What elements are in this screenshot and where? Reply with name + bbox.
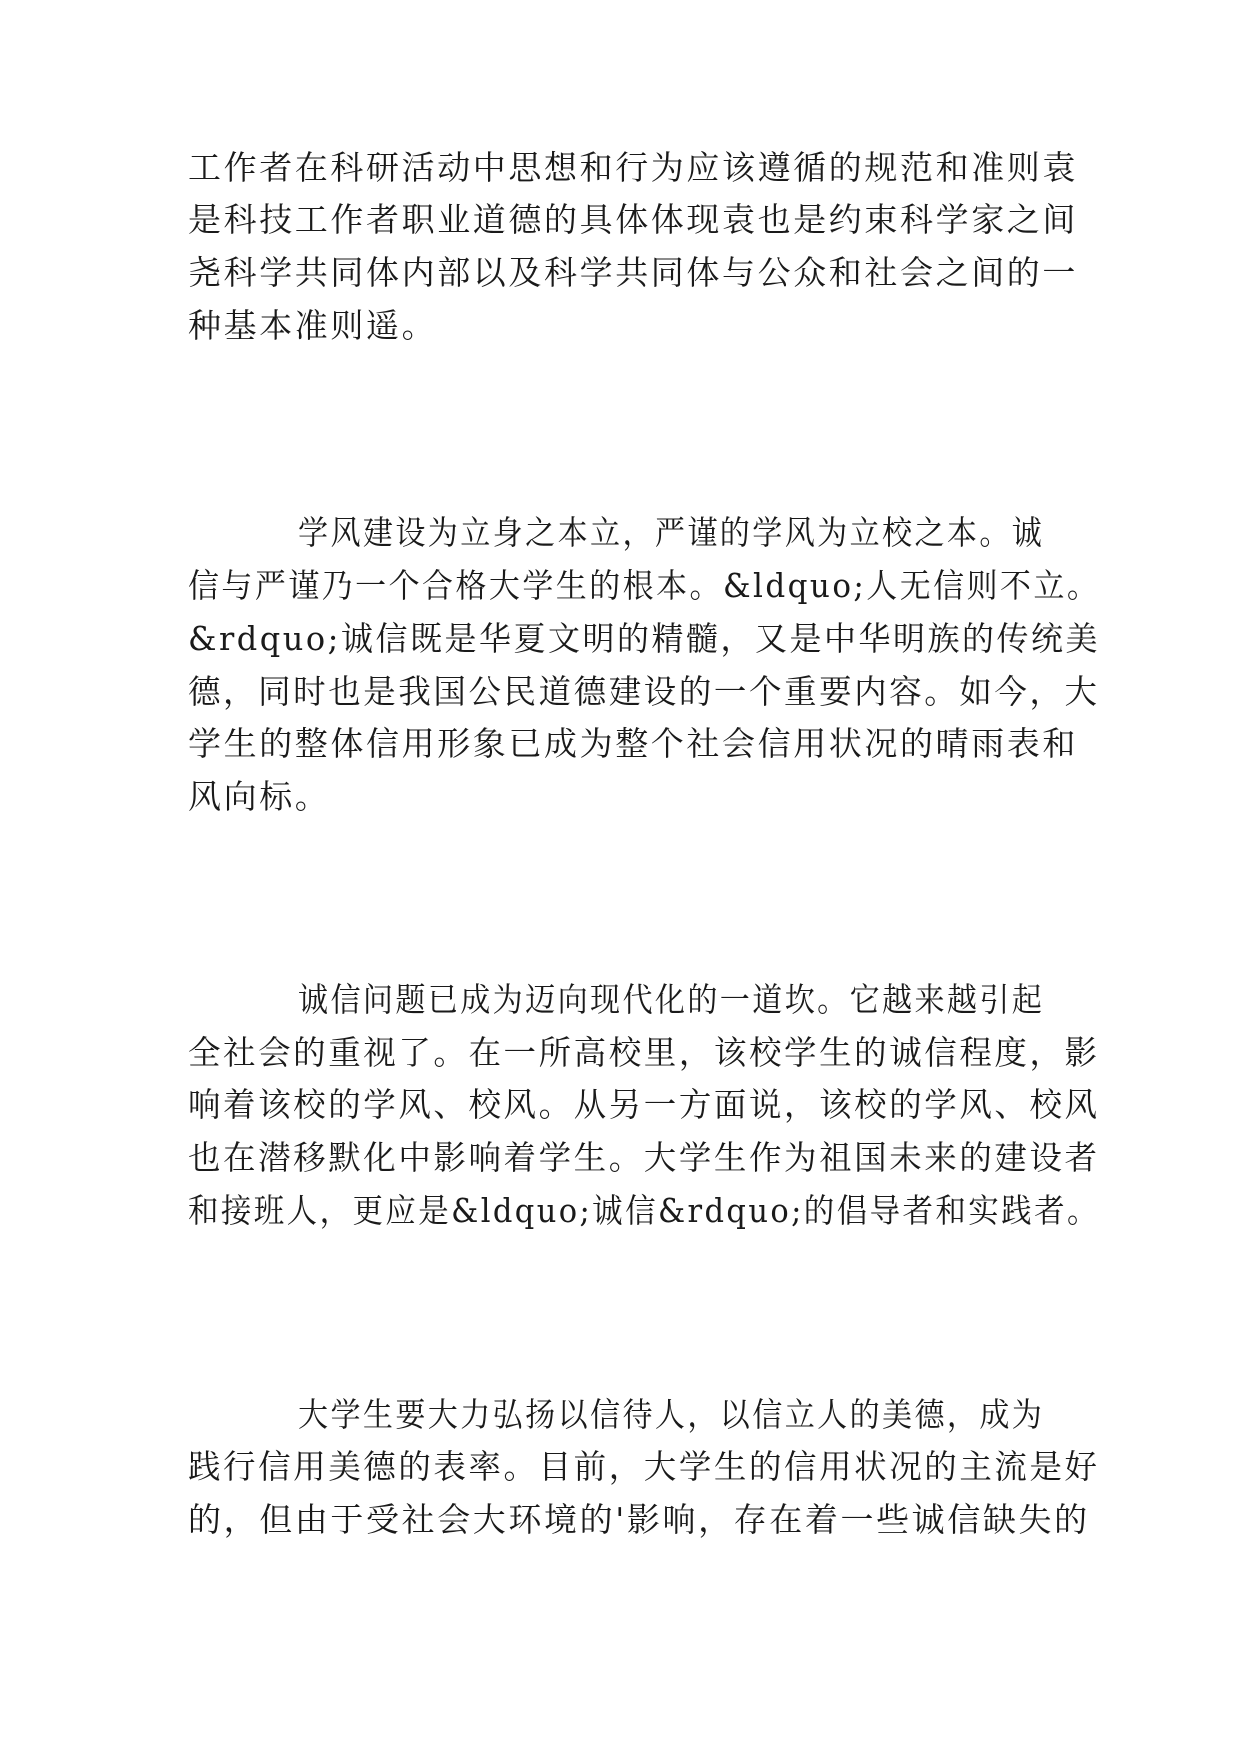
- paragraph-3-line-1: 诚信问题已成为迈向现代化的一道坎。它越来越引起: [298, 980, 1045, 1019]
- paragraph-2-line-6: 风向标。: [188, 777, 331, 816]
- paragraph-2-line-5: 学生的整体信用形象已成为整个社会信用状况的晴雨表和: [188, 724, 1078, 763]
- paragraph-2-line-3: &rdquo;诚信既是华夏文明的精髓，又是中华明族的传统美: [188, 619, 1101, 658]
- paragraph-3-line-4: 也在潜移默化中影响着学生。大学生作为祖国未来的建设者: [188, 1138, 1100, 1177]
- paragraph-1-line-3: 尧科学共同体内部以及科学共同体与公众和社会之间的一: [188, 253, 1078, 292]
- paragraph-2-line-4: 德，同时也是我国公民道德建设的一个重要内容。如今，大: [188, 672, 1100, 711]
- paragraph-4-line-1: 大学生要大力弘扬以信待人，以信立人的美德，成为: [298, 1395, 1045, 1434]
- paragraph-2-line-2: 信与严谨乃一个合格大学生的根本。&ldquo;人无信则不立。: [188, 566, 1101, 605]
- paragraph-3-line-3: 响着该校的学风、校风。从另一方面说，该校的学风、校风: [188, 1085, 1100, 1124]
- paragraph-4-line-2: 践行信用美德的表率。目前，大学生的信用状况的主流是好: [188, 1447, 1100, 1486]
- paragraph-3-line-2: 全社会的重视了。在一所高校里，该校学生的诚信程度，影: [188, 1033, 1100, 1072]
- paragraph-1-line-2: 是科技工作者职业道德的具体体现袁也是约束科学家之间: [188, 200, 1078, 239]
- paragraph-1-line-4: 种基本准则遥。: [188, 306, 438, 345]
- paragraph-3-line-5: 和接班人，更应是&ldquo;诚信&rdquo;的倡导者和实践者。: [188, 1191, 1100, 1230]
- paragraph-1-line-1: 工作者在科研活动中思想和行为应该遵循的规范和准则袁: [188, 148, 1078, 187]
- paragraph-4-line-3: 的，但由于受社会大环境的'影响，存在着一些诚信缺失的: [188, 1500, 1090, 1539]
- paragraph-2-line-1: 学风建设为立身之本立，严谨的学风为立校之本。诚: [298, 513, 1045, 552]
